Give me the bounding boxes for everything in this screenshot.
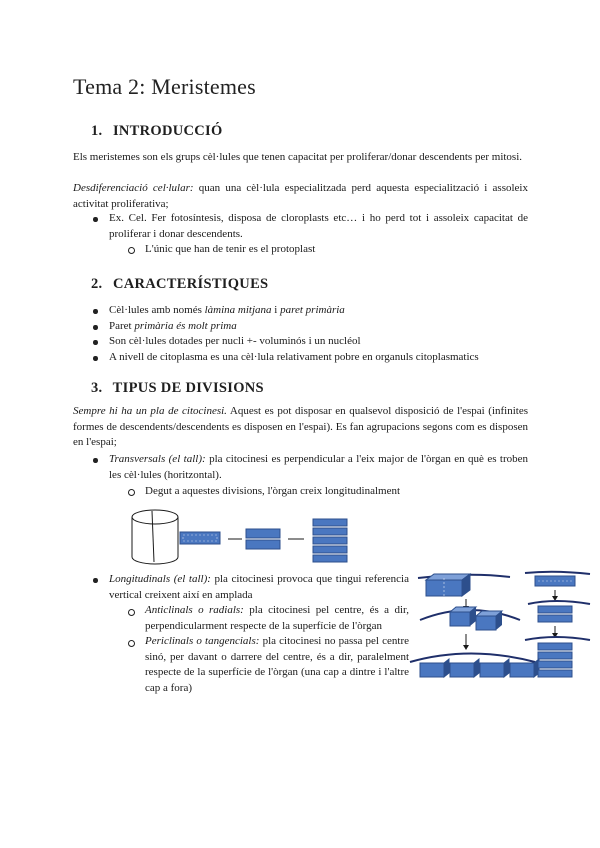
section-number: 3. <box>91 380 103 396</box>
intro-sub-bullet-1: L'únic que han de tenir es el protoplast <box>145 243 316 255</box>
intro-paragraph-1: Els meristemes son els grups cèl·lules que tenen capacitat per proliferar/donar descendents per mitosi. <box>73 151 523 163</box>
organ-surface-curve <box>528 601 590 604</box>
anticlinal-column <box>410 574 539 677</box>
section-title: CARACTERÍSTIQUES <box>112 276 269 292</box>
term-primaria-prima: primària és molt prima <box>134 320 237 332</box>
text-part: Paret <box>109 320 135 332</box>
text-part: Cèl·lules amb només <box>109 304 205 316</box>
term-desdiferenciacio: Desdiferenciació cel·lular: <box>73 182 194 194</box>
text-part: Aquest es pot disposar en qualsevol disposició de l'espai (infinites formes de descendents/descendents es disposen en l'espai). Es fan agrupacions segons com es disposen en l'espai; <box>73 405 529 448</box>
text-part: i <box>271 304 281 316</box>
text-part: pla citocinesi provoca que tingui referencia vertical creixent així en amplada <box>109 573 409 601</box>
text-part: pla citocinesi es perpendicular a l'eix major de l'òrgan en què es troben les cèl·lules (horitzontal). <box>109 453 528 481</box>
section-number: 1. <box>91 123 103 139</box>
text-part: pla citocinesi pel centre, és a dir, perpendicularment respecte de la superfície de l'òrgan <box>145 604 409 632</box>
cube-cell-icon <box>426 574 470 598</box>
term-pla-citocinesi: Sempre hi ha un pla de citocinesi. <box>73 405 227 417</box>
organ-surface-curve <box>525 572 590 574</box>
text-part: pla citocinesi no passa pel centre sinó, per davant o darrere del centre, és a dir, paralelment respecte de la superfície de l'òrgan (una cap a dintre i l'altre cap a fora) <box>145 635 409 694</box>
term-lamina-mitjana: làmina mitjana <box>204 304 272 316</box>
intro-bullet-1: Ex. Cel. Fer fotosíntesis, disposa de cloroplasts etc… i ho perd tot i assoleix capacitat de proliferar i donar descendents. <box>109 212 528 240</box>
definition-text: quan una cèl·lula especialitzada perd aquesta especialització i assoleix activitat proliferativa; <box>73 182 528 210</box>
flat-cell-icon <box>535 576 575 586</box>
term-longitudinals: Longitudinals (el tall): <box>109 573 211 585</box>
two-flat-cells-icon <box>538 606 572 622</box>
organ-surface-curve <box>410 654 535 663</box>
section-number: 2. <box>91 276 103 292</box>
section-title: TIPUS DE DIVISIONS <box>112 380 264 396</box>
two-cube-cells-icon <box>450 607 502 630</box>
section-title: INTRODUCCIÓ <box>112 123 223 139</box>
term-transversals: Transversals (el tall): <box>109 453 206 465</box>
tipus-sub-transversals: Degut a aquestes divisions, l'òrgan creix longitudinalment <box>145 485 401 497</box>
term-anticlinals: Anticlinals o radials: <box>145 604 244 616</box>
caract-bullet-3: Son cèl·lules dotades per nucli +- voluminós i un nucléol <box>109 335 361 347</box>
four-cube-cells-icon <box>420 659 539 677</box>
term-periclinals: Periclinals o tangencials: <box>145 635 260 647</box>
page-title: Tema 2: Meristemes <box>73 74 256 99</box>
caract-bullet-4: A nivell de citoplasma es una cèl·lula relativament pobre en organuls citoplasmatics <box>109 351 479 363</box>
stacked-flat-cells-icon <box>538 643 572 677</box>
term-paret-primaria: paret primària <box>280 304 345 316</box>
arrow-head <box>463 645 469 650</box>
organ-surface-curve <box>525 637 590 640</box>
